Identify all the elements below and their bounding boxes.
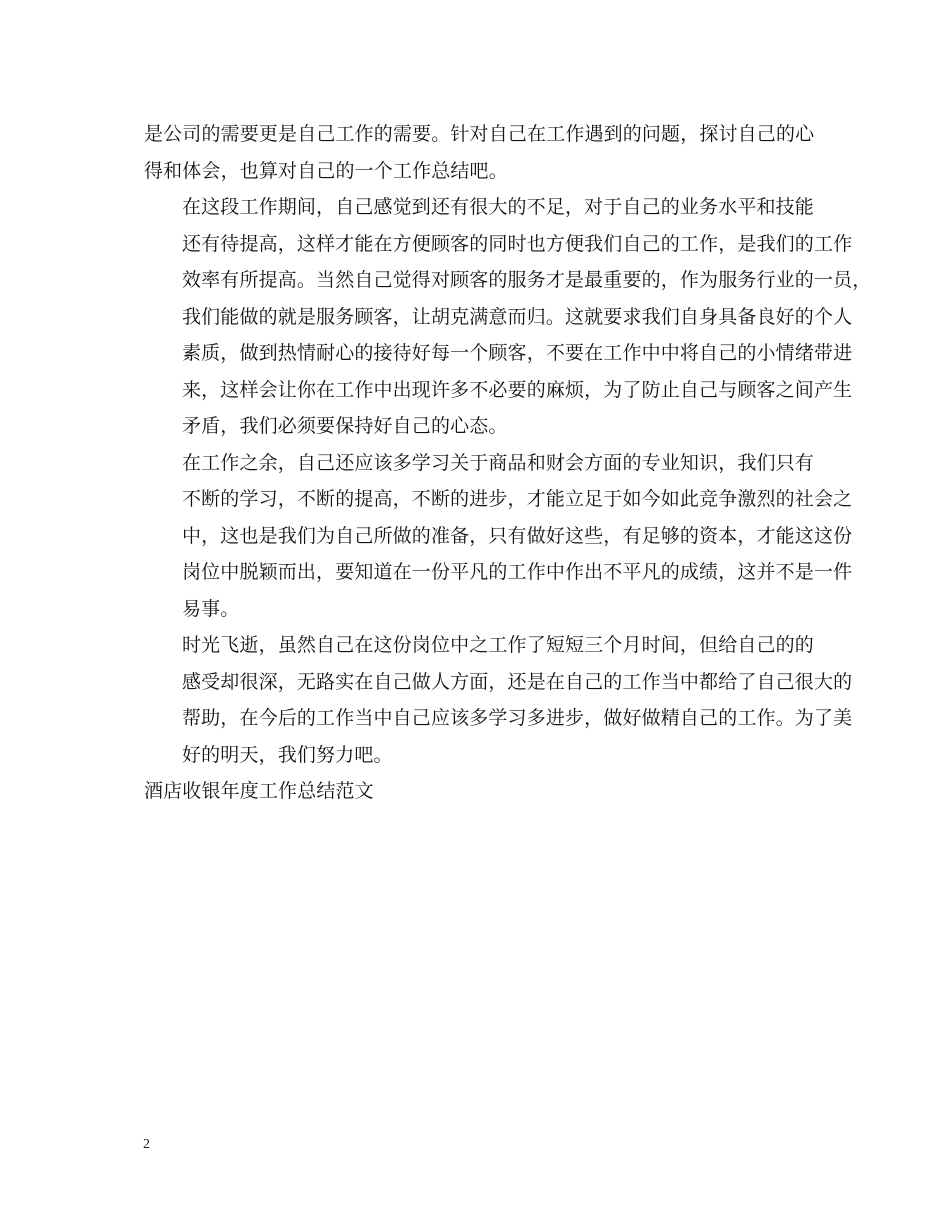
text-line: 感受却很深，无路实在自己做人方面，还是在自己的工作当中都给了自己很大的 — [182, 670, 853, 693]
document-heading — [144, 773, 808, 810]
text-line: 岗位中脱颖而出，要知道在一份平凡的工作中作出不平凡的成绩，这并不是一件 — [182, 561, 853, 583]
text-line: 中，这也是我们为自己所做的准备，只有做好这些，有足够的资本，才能这这份 — [182, 524, 853, 547]
text-line: 素质，做到热情耐心的接待好每一个顾客，不要在工作中中将自己的小情绪带进 — [182, 342, 853, 364]
text-line: 得和体会，也算对自己的一个工作总结吧。 — [144, 159, 508, 182]
page-number: 2 — [143, 1137, 150, 1152]
heading-line: 酒店收银年度工作总结范文 — [144, 780, 374, 802]
text-line: 我们能做的就是服务顾客，让胡克满意而归。这就要求我们自身具备良好的个人 — [182, 305, 853, 328]
document-body — [144, 116, 872, 810]
paragraph-conclusion — [144, 627, 853, 773]
text-line: 在这段工作期间，自己感觉到还有很大的不足，对于自己的业务水平和技能 — [182, 196, 814, 218]
text-line: 易事。 — [182, 597, 240, 620]
paragraph-work-period — [144, 189, 872, 445]
text-line: 效率有所提高。当然自己觉得对顾客的服务才是最重要的，作为服务行业的一员， — [182, 269, 872, 291]
text-line: 是公司的需要更是自己工作的需要。针对自己在工作遇到的问题，探讨自己的心 — [144, 123, 815, 145]
text-line: 来，这样会让你在工作中出现许多不必要的麻烦，为了防止自己与顾客之间产生 — [182, 378, 853, 401]
text-line: 时光飞逝，虽然自己在这份岗位中之工作了短短三个月时间，但给自己的的 — [182, 634, 814, 656]
text-line: 帮助，在今后的工作当中自己应该多学习多进步，做好做精自己的工作。为了美 — [182, 707, 853, 729]
text-line: 好的明天，我们努力吧。 — [182, 743, 393, 766]
text-line: 矛盾，我们必须要保持好自己的心态。 — [182, 415, 508, 437]
text-line: 还有待提高，这样才能在方便顾客的同时也方便我们自己的工作，是我们的工作 — [182, 232, 853, 255]
text-line: 不断的学习，不断的提高，不断的进步，才能立足于如今如此竞争激烈的社会之 — [182, 488, 853, 510]
paragraph-learning — [144, 445, 853, 628]
text-line: 在工作之余，自己还应该多学习关于商品和财会方面的专业知识，我们只有 — [182, 451, 814, 474]
paragraph-intro — [144, 116, 815, 189]
